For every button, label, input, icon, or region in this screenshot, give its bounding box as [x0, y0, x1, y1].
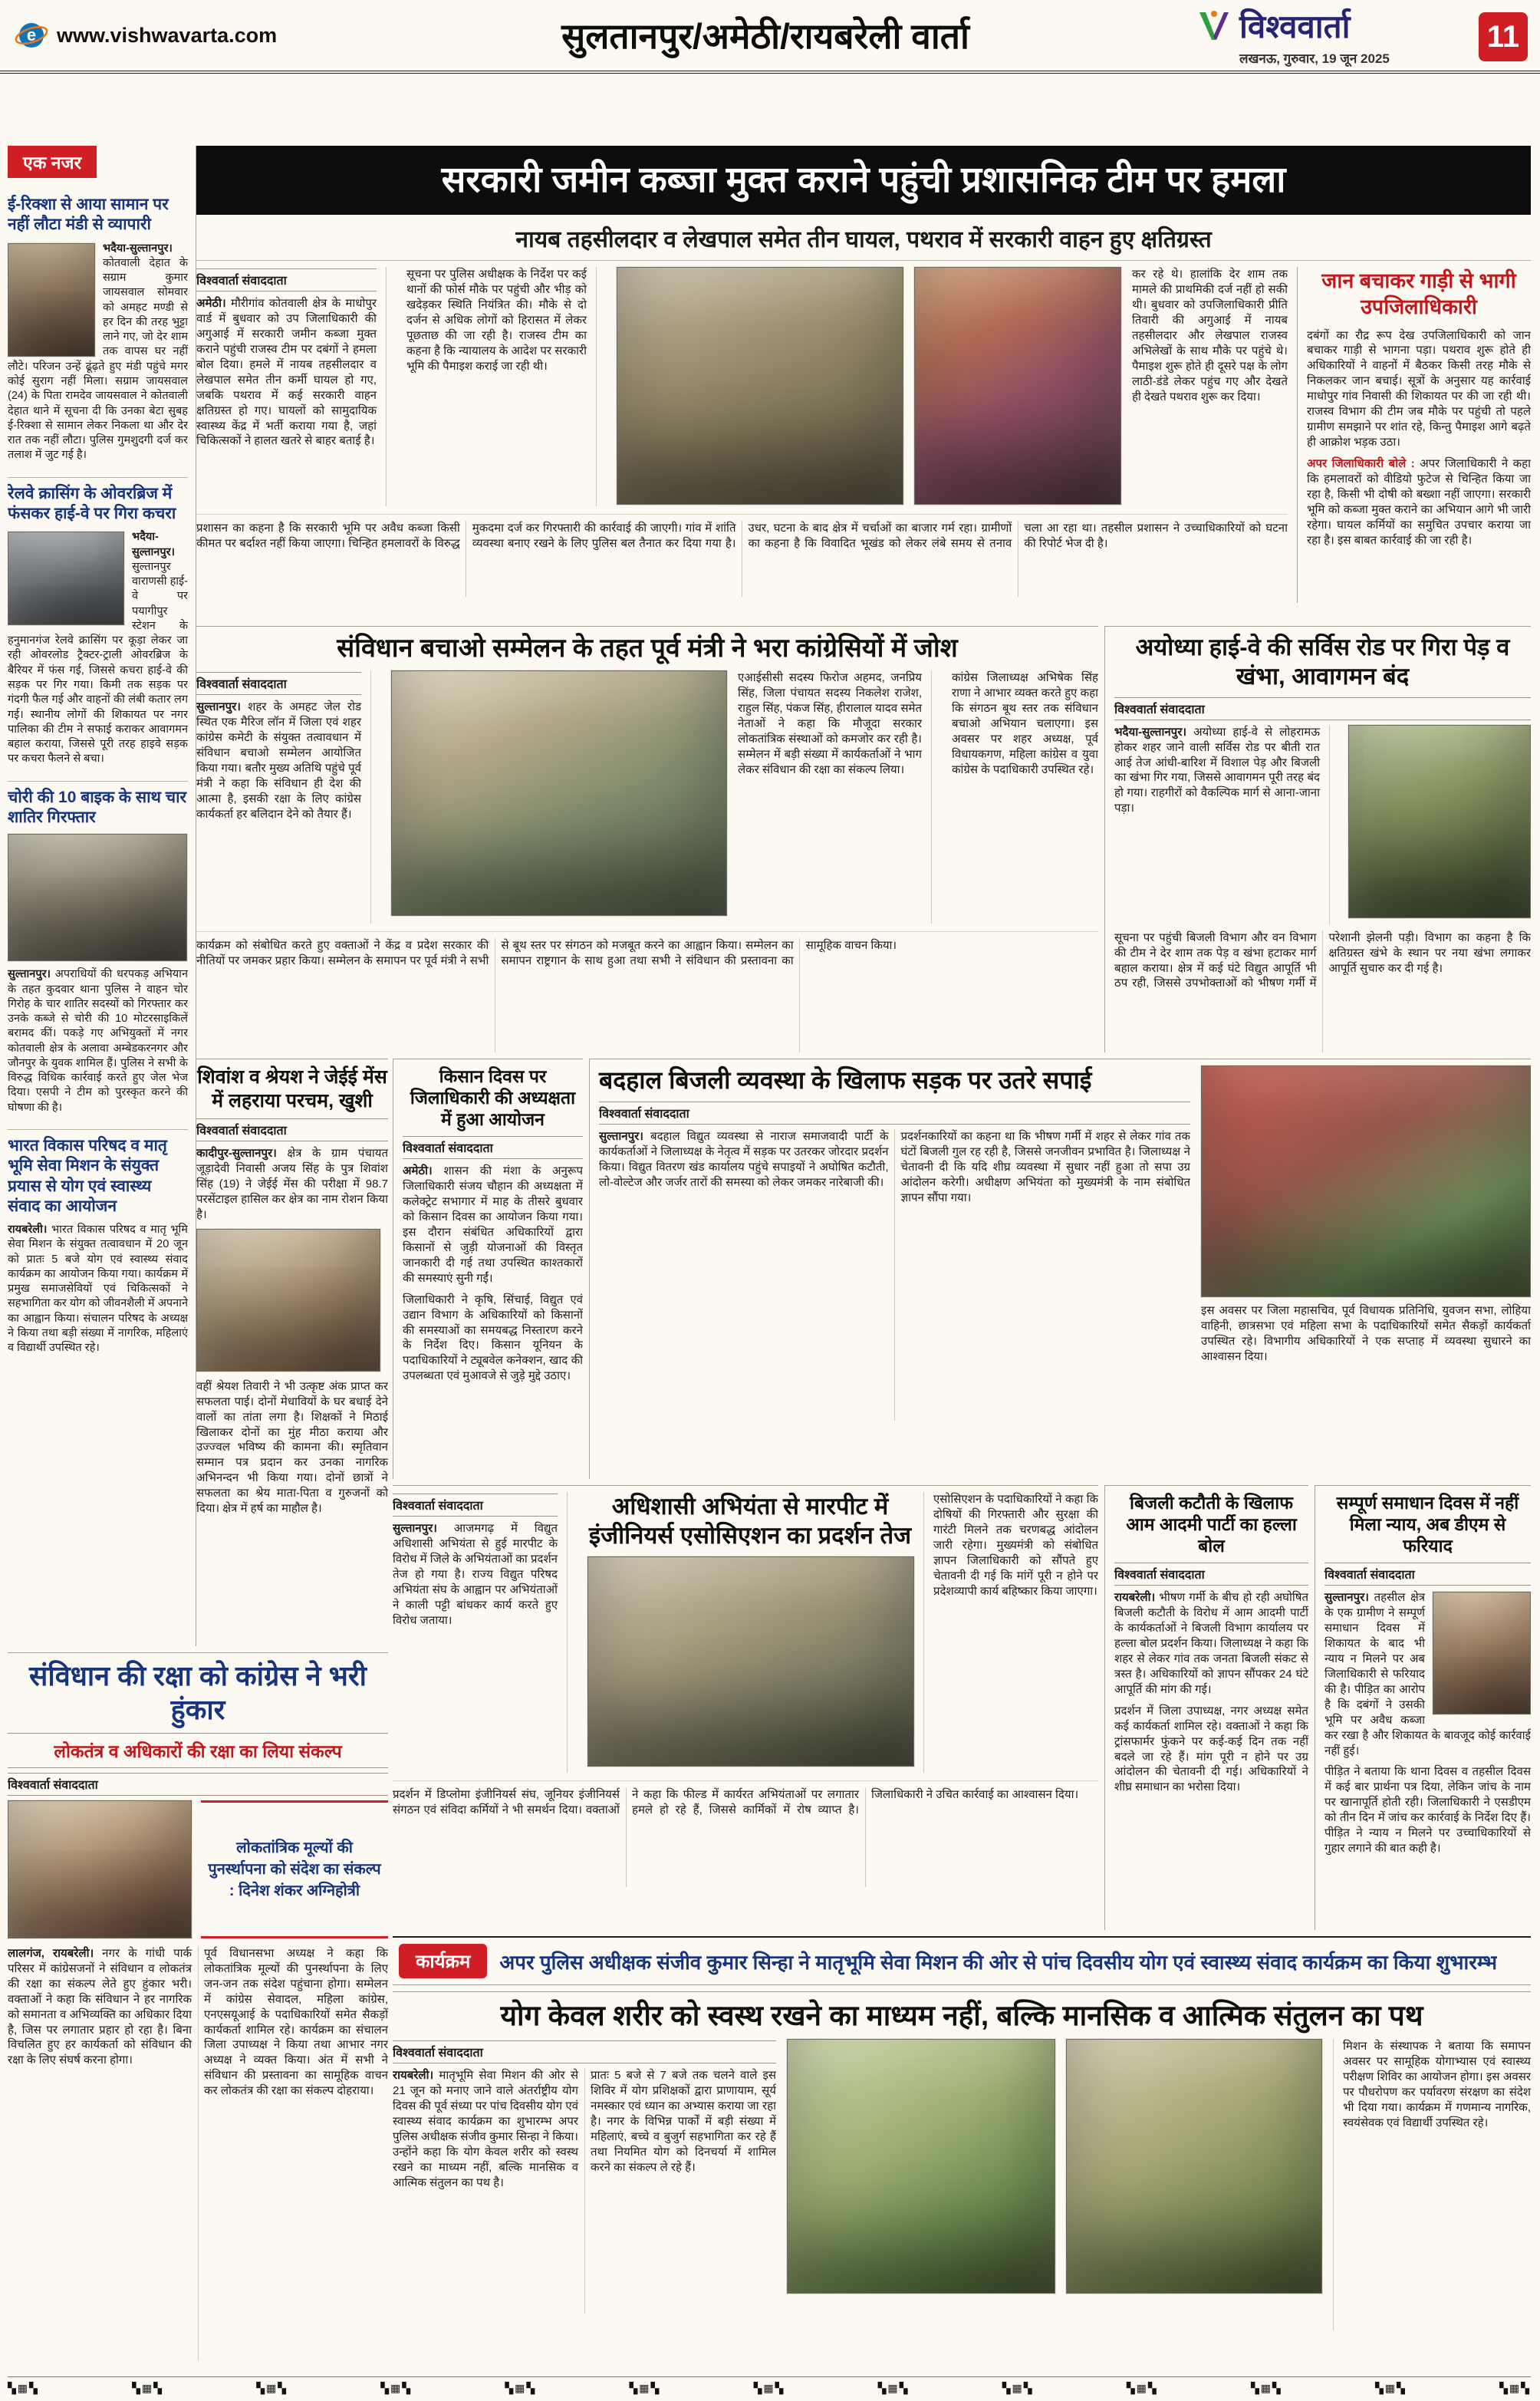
lead-story	[196, 146, 1531, 620]
story-body-3: कांग्रेस जिलाध्यक्ष अभिषेक सिंह राणा ने आभार व्यक्त करते हुए कहा कि संगठन बूथ स्तर तक संविधान बचाओ अभियान चलाएगा। इस अवसर पर शहर अध्यक्ष, पूर्व विधायकगण, महिला कांग्रेस व युवा कांग्रेस के पदाधिकारी उपस्थित रहे।	[952, 671, 1098, 777]
article-dateline: भदैया-सुल्तानपुर।	[132, 531, 175, 558]
article-dateline: रायबरेली।	[8, 1224, 48, 1237]
story-column-right	[1333, 2039, 1531, 2330]
footer-glyph: ▚▦▚	[505, 2382, 537, 2394]
toppers-felicitation-photo	[196, 1229, 380, 1372]
story-column-1	[393, 1492, 568, 1773]
article-headline: चोरी की 10 बाइक के साथ चार शातिर गिरफ्तार	[8, 788, 187, 826]
brand-name: विश्ववार्ता	[1239, 8, 1351, 44]
article-dateline: भदैया-सुल्तानपुर।	[103, 242, 173, 255]
lead-body-2: सूचना पर पुलिस अधीक्षक के निर्देश पर कई थानों की फोर्स मौके पर पहुंची और भीड़ को खदेड़कर स्थिति नियंत्रित की। मौके से दो दर्जन से अधिक लोगों को हिरासत में लेकर पूछताछ की जा रही है। राजस्व टीम का कहना है कि न्यायालय के आदेश पर सरकारी भूमि की पैमाइश कराई जा रही थी।	[406, 268, 587, 373]
story-body-2: प्रातः 5 बजे से 7 बजे तक चलने वाले इस शिविर में योग प्रशिक्षकों द्वारा प्राणायाम, सूर्य नमस्कार एवं ध्यान का अभ्यास कराया जा रहा है। नगर के विभिन्न पार्कों में बड़ी संख्या में महिलाएं, बच्चे व बुजुर्ग सहभागिता कर रहे हैं तथा नियमित योग को दिनचर्या में शामिल करने का संकल्प ले रहे हैं।	[591, 2069, 776, 2174]
story-headline: शिवांश व श्रेयश ने जेईई मेंस में लहराया परचम, खुशी	[197, 1066, 387, 1112]
story-body-1: नगर के गांधी पार्क परिसर में कांग्रेसजनों ने संविधान व लोकतंत्र की रक्षा का संकल्प लेते हुए हुंकार भरी। वक्ताओं ने कहा कि संविधान ने हर नागरिक को समानता व अभिव्यक्ति का अधिकार दिया है, जिस पर लगातार प्रहार हो रहा है। बिना विचलित हुए हर कार्यकर्ता को संविधान की रक्षा के लिए संघर्ष करना होगा।	[8, 1946, 192, 2067]
sp-bijli-protest-story	[589, 1059, 1531, 1479]
lead-byline: विश्ववार्ता संवाददाता	[196, 268, 377, 291]
sidebar-article-erickshaw	[8, 189, 188, 469]
story-body-1: मातृभूमि सेवा मिशन की ओर से 21 जून को मनाए जाने वाले अंतर्राष्ट्रीय योग दिवस की पूर्व संध्या पर पांच दिवसीय योग एवं स्वास्थ्य संवाद कार्यक्रम का शुभारम्भ अपर पुलिस अधीक्षक संजीव कुमार सिन्हा ने किया। उन्होंने कहा कि योग केवल शरीर को स्वस्थ रखने का माध्यम नहीं, बल्कि मानसिक व आत्मिक संतुलन का पथ है।	[393, 2069, 578, 2189]
story-body-2: वहीं श्रेयश तिवारी ने भी उत्कृष्ट अंक प्राप्त कर सफलता पाई। दोनों मेधावियों के घर बधाई देने वालों का तांता लगा है। शिक्षकों ने मिठाई खिलाकर दोनों का मुंह मीठा कराया और उज्ज्वल भविष्य की कामना की। स्मृतिवान सम्मान पत्र प्रदान कर उनका नागरिक अभिनन्दन भी किया गया। दोनों छात्रों ने सफलता का श्रेय माता-पिता व गुरुजनों को दिया। क्षेत्र में हर्ष का माहौल है।	[196, 1379, 388, 1516]
story-column-1	[1114, 725, 1330, 924]
story-dateline: सुल्तानपुर।	[196, 700, 241, 714]
sidebar-article-stolen-bikes	[8, 781, 188, 1121]
missing-trader-photo	[8, 243, 95, 357]
footer-glyph: ▚▦▚	[1499, 2382, 1531, 2394]
lead-body-1: मौरीगांव कोतवाली क्षेत्र के माधोपुर वार्ड में बुधवार को उप जिलाधिकारी की अगुआई में सरकारी जमीन कब्जा मुक्त कराने पहुंची राजस्व टीम पर दबंगों ने हमला बोल दिया। हमले में नायब तहसीलदार व लेखपाल समेत तीन कर्मी घायल हो गए, जबकि पथराव में कई सरकारी वाहन क्षतिग्रस्त हो गए। घायलों को सामुदायिक स्वास्थ्य केंद्र में भर्ती कराया गया है, जहां चिकित्सकों ने हालत खतरे से बाहर बताई है।	[196, 297, 377, 448]
article-body: भारत विकास परिषद व मातृ भूमि सेवा मिशन के संयुक्त तत्वावधान में 20 जून को प्रातः 5 बजे योग एवं स्वास्थ्य संवाद कार्यक्रम का आयोजन किया गया। कार्यक्रम में प्रमुख समाजसेवियों एवं चिकित्सकों ने सहभागिता कर योग को जीवनशैली में अपनाने का आह्वान किया। संचालन परिषद के अध्यक्ष ने किया तथा बड़ी संख्या में नागरिक, महिलाएं व विद्यार्थी उपस्थित रहे।	[8, 1224, 188, 1355]
story-photo-block	[1201, 1065, 1531, 1421]
story-body-1: क्षेत्र के ग्राम पंचायत जूड़ादेवी निवासी अजय सिंह के पुत्र शिवांश सिंह (19) ने जेईई मेंस की परीक्षा में 98.7 परसेंटाइल हासिल कर क्षेत्र का नाम रोशन किया है।	[196, 1147, 388, 1221]
story-body-1: शासन की मंशा के अनुरूप जिलाधिकारी संजय चौहान की अध्यक्षता में कलेक्ट्रेट सभागार में माह के तीसरे बुधवार को किसान दिवस का आयोजन किया गया। इस दौरान संबंधित अधिकारियों द्वारा किसानों से जुड़ी योजनाओं की विस्तृत जानकारी दी गई तथा उपस्थित काश्तकारों की समस्याएं सुनी गईं।	[403, 1164, 583, 1285]
brand-v-icon	[1195, 9, 1233, 43]
story-body-2: जिलाधिकारी ने कृषि, सिंचाई, विद्युत एवं उद्यान विभाग के अधिकारियों को किसानों की समस्याओं का समयबद्ध निस्तारण करने के निर्देश दिए। किसान यूनियन के पदाधिकारियों ने ट्यूबवेल कनेक्शन, खाद की उपलब्धता एवं मुआवजे से जुड़े मुद्दे उठाए।	[403, 1293, 583, 1383]
story-byline: विश्ववार्ता संवाददाता	[196, 1118, 388, 1141]
ek-najar-label: एक नजर	[8, 146, 97, 178]
lead-subhead: नायब तहसीलदार व लेखपाल समेत तीन घायल, पथराव में सरकारी वाहन हुए क्षतिग्रस्त	[196, 215, 1531, 261]
karyakram-text: अपर पुलिस अधीक्षक संजीव कुमार सिन्हा ने मातृभूमि सेवा मिशन की ओर से पांच दिवसीय योग एवं स्वास्थ्य संवाद कार्यक्रम का किया शुभारम्भ	[499, 1950, 1497, 1974]
story-body-2: एआईसीसी सदस्य फिरोज अहमद, जनप्रिय सिंह, जिला पंचायत सदस्य निकलेश राजेश, राहुल सिंह, पंकज सिंह, हीरालाल यादव समेत नेताओं ने कहा कि मौजूदा सरकार लोकतांत्रिक संस्थाओं को कमजोर कर रही है। सम्मेलन में बड़ी संख्या में कार्यकर्ताओं ने भाग लेकर संविधान की रक्षा का संकल्प लिया।	[738, 671, 922, 777]
substory-headline: जान बचाकर गाड़ी से भागी उपजिलाधिकारी	[1321, 269, 1516, 318]
story-headline: अधिशासी अभियंता से मारपीट में इंजीनियर्स एसोसिएशन का प्रदर्शन तेज	[588, 1493, 912, 1549]
samadhan-diwas-story	[1315, 1485, 1531, 1930]
site-url: www.vishwavarta.com	[57, 23, 278, 47]
samvidhan-raksha-story	[8, 1652, 388, 2375]
page-section-title: सुलतानपुर/अमेठी/रायबरेली वार्ता	[561, 16, 969, 56]
story-body-2: पीड़ित ने बताया कि थाना दिवस व तहसील दिवस में कई बार प्रार्थना पत्र दिया, लेकिन जांच के नाम पर खानापूर्ति होती रही। जिलाधिकारी ने एसडीएम को तीन दिन में जांच कर कार्रवाई के निर्देश दिए हैं। पीड़ित ने न्याय न मिलने पर उच्चाधिकारियों से गुहार लगाने की बात कही है।	[1324, 1765, 1531, 1856]
lead-photo-attack-scene	[617, 267, 903, 505]
plantation-photo	[1066, 2039, 1322, 2294]
story-byline: विश्ववार्ता संवाददाता	[599, 1102, 1190, 1125]
story-headline: संविधान बचाओ सम्मेलन के तहत पूर्व मंत्री ने भरा कांग्रेसियों में जोश	[337, 634, 958, 663]
story-subhead: लोकतंत्र व अधिकारों की रक्षा का लिया संकल्प	[8, 1733, 388, 1768]
aap-protest-story	[1104, 1485, 1308, 1930]
story-body-2: सूचना पर पहुंची बिजली विभाग और वन विभाग की टीम ने देर शाम तक पेड़ व खंभा हटाकर मार्ग बहाल कराया। क्षेत्र में कई घंटे विद्युत आपूर्ति भी ठप रही, जिससे उपभोक्ताओं को भीषण गर्मी में परेशानी झेलनी पड़ी। विभाग का कहना है कि क्षतिग्रस्त खंभे के स्थान पर नया खंभा लगाकर आपूर्ति सुचारु कर दी गई है।	[1114, 930, 1531, 990]
site-logo-block	[14, 18, 336, 53]
story-headline: सम्पूर्ण समाधान दिवस में नहीं मिला न्याय, अब डीएम से फरियाद	[1336, 1493, 1519, 1556]
substory-body-2: अपर जिलाधिकारी ने कहा कि हमलावरों को वीडियो फुटेज से चिन्हित किया जा रहा है, किसी भी दोषी को बख्शा नहीं जाएगा। सरकारी भूमि को कब्जा मुक्त कराने का अभियान आगे भी जारी रहेगा। घायल कर्मियों का समुचित उपचार कराया जा रहा है। इस बाबत कार्रवाई की जा रही है।	[1307, 457, 1531, 547]
story-body-2: प्रदर्शनकारियों का कहना था कि भीषण गर्मी में शहर से लेकर गांव तक घंटों बिजली गुल रह रही है, जिससे जनजीवन प्रभावित है। जिलाध्यक्ष ने चेतावनी दी कि यदि शीघ्र व्यवस्था में सुधार नहीं हुआ तो सपा उग्र आंदोलन करेगी। अधीक्षण अभियंता को मुख्यमंत्री के नाम संबोधित ज्ञापन सौंपा गया।	[900, 1130, 1190, 1204]
story-body-1: अयोध्या हाई-वे से लोहरामऊ होकर शहर जाने वाली सर्विस रोड पर बीती रात आई तेज आंधी-बारिश में विशाल पेड़ और बिजली का खंभा गिर गया, जिससे आवागमन पूरी तरह बंद हो गया। राहगीरों को वैकल्पिक मार्ग से आना-जाना पड़ा।	[1114, 725, 1321, 815]
footer-glyph: ▚▦▚	[753, 2382, 785, 2394]
story-body-1: आजमगढ़ में विद्युत अधिशासी अभियंता से हुई मारपीट के विरोध में जिले के अभियंताओं का प्रदर्शन तेज हो गया है। राज्य विद्युत परिषद अभियंता संघ के आह्वान पर अभियंताओं ने काली पट्टी बांधकर कार्य करते हुए विरोध जताया।	[393, 1522, 558, 1627]
story-byline: विश्ववार्ता संवाददाता	[393, 1494, 558, 1517]
yoga-story	[393, 1991, 1531, 2373]
svg-text:e: e	[26, 25, 37, 44]
story-dateline: कादीपुर-सुल्तानपुर।	[196, 1147, 277, 1160]
lead-column-3	[1132, 267, 1288, 506]
samvidhan-sammelan-story	[196, 626, 1098, 1052]
lead-photo-villagers	[914, 267, 1121, 505]
complainant-portrait-photo	[1433, 1592, 1531, 1714]
article-body: कोतवाली देहात के सग्राम कुमार जायसवाल सोमवार को अमहट मण्डी से हर दिन की तरह भुट्टा लाने गए, जो देर शाम तक वापस घर नहीं लौटे। परिजन उन्हें ढूंढ़ते हुए मंडी पहुंचे मगर कोई सुराग नहीं मिला। सग्राम जायसवाल (24) के पिता रामदेव जायसवाल ने कोतवाली देहात थाने में सूचना दी कि उनका बेटा सुबह ई-रिक्शा से सामान लेकर निकला था और देर रात तक नहीं लौटा। पुलिस गुमशुदगी दर्ज कर तलाश में जुट गई है।	[8, 256, 188, 462]
story-body-1: भीषण गर्मी के बीच हो रही अघोषित बिजली कटौती के विरोध में आम आदमी पार्टी के कार्यकर्ताओं ने बिजली विभाग कार्यालय पर हल्ला बोल प्रदर्शन किया। जिलाध्यक्ष ने कहा कि शहर से लेकर गांव तक जनता बिजली संकट से त्रस्त है। अधिकारियों को ज्ञापन सौंपकर 24 घंटे आपूर्ति की मांग की गई।	[1114, 1591, 1308, 1696]
footer-glyph: ▚▦▚	[629, 2382, 661, 2394]
pull-quote: लोकतांत्रिक मूल्यों की पुनर्स्थापना को संदेश का संकल्प : दिनेश शंकर अग्निहोत्री	[201, 1800, 388, 1938]
story-body-2: एसोसिएशन के पदाधिकारियों ने कहा कि दोषियों की गिरफ्तारी और सुरक्षा की गारंटी मिलने तक चरणबद्ध आंदोलन जारी रहेगा। मुख्यमंत्री को संबोधित ज्ञापन जिलाधिकारी को सौंपते हुए चेतावनी दी गई कि मांगें पूरी न होने पर प्रदेशव्यापी कार्य बहिष्कार किया जाएगा।	[933, 1493, 1098, 1598]
story-column-3	[952, 670, 1098, 924]
footer-glyph: ▚▦▚	[1126, 2382, 1158, 2394]
sammelan-stage-photo	[391, 670, 727, 916]
article-dateline: सुल्तानपुर।	[8, 968, 51, 981]
congress-meeting-photo	[8, 1800, 192, 1938]
story-dateline: भदैया-सुल्तानपुर।	[1114, 725, 1187, 739]
story-body-4: कार्यक्रम को संबोधित करते हुए वक्ताओं ने केंद्र व प्रदेश सरकार की नीतियों पर जमकर प्रहार किया। सम्मेलन के समापन पर पूर्व मंत्री ने सभी से बूथ स्तर पर संगठन को मजबूत करने का आह्वान किया। सम्मेलन का समापन राष्ट्रगान के साथ हुआ तथा सभी ने संविधान की प्रस्तावना का सामूहिक वाचन किया।	[196, 931, 1098, 1052]
story-byline: विश्ववार्ता संवाददाता	[196, 672, 361, 695]
jee-mains-story	[196, 1059, 388, 1646]
sp-protest-photo	[1201, 1065, 1531, 1297]
story-body-3: प्रदर्शन में डिप्लोमा इंजीनियर्स संघ, जूनियर इंजीनियर्स संगठन एवं संविदा कर्मियों ने भी समर्थन दिया। वक्ताओं ने कहा कि फील्ड में कार्यरत अभियंताओं पर लगातार हमले हो रहे हैं, जिससे कार्मिकों में रोष व्याप्त है। जिलाधिकारी ने उचित कार्रवाई का आश्वासन दिया।	[393, 1780, 1098, 1887]
story-body-1: बदहाल विद्युत व्यवस्था से नाराज समाजवादी पार्टी के कार्यकर्ताओं ने जिलाध्यक्ष के नेतृत्व में सड़क पर उतरकर जोरदार प्रदर्शन किया। विद्युत वितरण खंड कार्यालय पहुंचे सपाइयों ने अघोषित कटौती, लो-वोल्टेज और जर्जर तारों की समस्या को लेकर जमकर नारेबाजी की।	[599, 1130, 889, 1189]
footer-glyph: ▚▦▚	[1375, 2382, 1407, 2394]
story-dateline: सुल्तानपुर।	[1324, 1591, 1369, 1605]
substory-leadin: अपर जिलाधिकारी बोले :	[1307, 457, 1415, 470]
karyakram-label: कार्यक्रम	[399, 1944, 487, 1978]
story-column-2	[923, 1492, 1098, 1773]
footer-glyph: ▚▦▚	[877, 2382, 910, 2394]
story-headline: बदहाल बिजली व्यवस्था के खिलाफ सड़क पर उतरे सपाई	[599, 1066, 1092, 1094]
lead-body-3: कर रहे थे। हालांकि देर शाम तक मामले की प्राथमिकी दर्ज नहीं हो सकी थी। बुधवार को उपजिलाधिकारी प्रीति तिवारी की अगुआई में नायब तहसीलदार और लेखपाल राजस्व अभिलेखों के साथ मौके पर पहुंचे थे। पैमाइश शुरू होते ही दूसरे पक्ष के लोग लाठी-डंडे लेकर पहुंच गए और देखते ही देखते पथराव शुरू कर दिया।	[1132, 268, 1288, 403]
story-headline: योग केवल शरीर को स्वस्थ रखने का माध्यम नहीं, बल्कि मानसिक व आत्मिक संतुलन का पथ	[500, 2000, 1423, 2031]
substory-body-1: दबंगों का रौद्र रूप देख उपजिलाधिकारी को जान बचाकर गाड़ी से भागना पड़ा। पथराव शुरू होते ही अधिकारियों ने वाहनों में बैठकर किसी तरह मौके से निकलकर जान बचाई। सूत्रों के अनुसार यह कार्रवाई माधोपुर गांव निवासी की शिकायत पर की जा रही थी। राजस्व विभाग की टीम जब मौके पर पहुंची तो पहले ग्रामीण समझाने पर शांत रहे, किन्तु पैमाइश आगे बढ़ते ही आक्रोश भड़क उठा।	[1307, 328, 1531, 450]
substory-dm-escape	[1297, 267, 1531, 603]
brand-block	[1195, 4, 1471, 67]
story-dateline: अमेठी।	[403, 1164, 433, 1178]
engineers-protest-photo	[587, 1556, 914, 1767]
story-dateline: लालगंज, रायबरेली।	[8, 1946, 94, 1960]
story-byline: विश्ववार्ता संवाददाता	[1324, 1563, 1531, 1586]
lead-dateline: अमेठी।	[196, 297, 226, 310]
story-body-3: इस अवसर पर जिला महासचिव, पूर्व विधायक प्रतिनिधि, युवजन सभा, लोहिया वाहिनी, छात्रसभा एवं महिला सभा के पदाधिकारियों समेत सैकड़ों कार्यकर्ता उपस्थित रहे। विभागीय अधिकारियों ने एक सप्ताह में व्यवस्था सुधारने का आश्वासन दिया।	[1201, 1304, 1531, 1363]
story-byline: विश्ववार्ता संवाददाता	[8, 1773, 388, 1796]
footer-glyph: ▚▦▚	[132, 2382, 163, 2394]
story-dateline: रायबरेली।	[1114, 1591, 1156, 1605]
footer-mark-strip	[8, 2376, 1531, 2396]
story-byline: विश्ववार्ता संवाददाता	[393, 2040, 776, 2063]
story-text-block	[393, 2039, 776, 2330]
article-headline: रेलवे क्रासिंग के ओवरब्रिज में फंसकर हाई-वे पर गिरा कचरा	[8, 484, 176, 522]
article-headline: भारत विकास परिषद व मातृ भूमि सेवा मिशन के संयुक्त प्रयास से योग एवं स्वास्थ्य संवाद का आयोजन	[8, 1137, 167, 1215]
lead-column-1	[196, 267, 387, 506]
story-headline: बिजली कटौती के खिलाफ आम आदमी पार्टी का हल्ला बोल	[1126, 1493, 1297, 1556]
lead-column-2	[406, 267, 597, 506]
story-column-2	[738, 670, 932, 924]
kisan-diwas-story	[393, 1059, 583, 1479]
footer-glyph: ▚▦▚	[256, 2382, 288, 2394]
overbridge-garbage-photo	[8, 532, 124, 625]
karyakram-band	[393, 1936, 1531, 1985]
story-body-2: प्रदर्शन में जिला उपाध्यक्ष, नगर अध्यक्ष समेत कई कार्यकर्ता शामिल रहे। वक्ताओं ने कहा कि ट्रांसफार्मर फुंकने पर कई-कई दिन तक नहीं बदले जा रहे हैं। मांग पूरी न होने पर उग्र आंदोलन की चेतावनी दी गई। अधिकारियों ने शीघ्र समाधान का भरोसा दिया।	[1114, 1704, 1308, 1794]
story-byline: विश्ववार्ता संवाददाता	[1114, 697, 1531, 720]
story-dateline: सुल्तानपुर।	[599, 1130, 643, 1144]
yoga-inauguration-photo	[787, 2039, 1055, 2294]
story-headline: संविधान की रक्षा को कांग्रेस ने भरी हुंकार	[29, 1660, 367, 1725]
recovered-bikes-photo	[8, 834, 187, 961]
edition-line: लखनऊ, गुरुवार, 19 जून 2025	[1239, 51, 1390, 66]
article-headline: ई-रिक्शा से आया सामान पर नहीं लौटा मंडी से व्यापारी	[8, 196, 169, 234]
page-number: 11	[1479, 12, 1528, 61]
story-dateline: रायबरेली।	[393, 2069, 434, 2083]
story-byline: विश्ववार्ता संवाददाता	[403, 1136, 583, 1159]
story-body-3: मिशन के संस्थापक ने बताया कि समापन अवसर पर सामूहिक योगाभ्यास एवं स्वास्थ्य परीक्षण शिविर का आयोजन होगा। इस अवसर पर पौधरोपण कर पर्यावरण संरक्षण का संदेश भी दिया गया। कार्यक्रम में गणमान्य नागरिक, स्वयंसेवक एवं विद्यार्थी उपस्थित रहे।	[1343, 2040, 1531, 2129]
page-header	[0, 0, 1540, 74]
story-headline: अयोध्या हाई-वे की सर्विस रोड पर गिरा पेड़ व खंभा, आवागमन बंद	[1135, 634, 1510, 690]
article-body: अपराधियों की धरपकड़ अभियान के तहत कुदवार थाना पुलिस ने वाहन चोर गिरोह के चार शातिर सदस्यों को गिरफ्तार कर उनके कब्जे से चोरी की 10 मोटरसाइकिलें बरामद कीं। पकड़े गए अभियुक्तों में नगर कोतवाली क्षेत्र के अलावा अम्बेडकरनगर और जौनपुर के युवक शामिल हैं। पुलिस ने सभी के विरुद्ध विधिक कार्रवाई करते हुए जेल भेज दिया। एसपी ने टीम को पुरस्कृत करने की घोषणा की है।	[8, 968, 188, 1114]
article-body: सुल्तानपुर वाराणसी हाई-वे पर पयागीपुर स्टेशन के हनुमानगंज रेलवे क्रासिंग पर कूड़ा लेकर जा रही ओवरलोड ट्रैक्टर-ट्राली ओवरब्रिज के बैरियर में फंस गई, जिससे कचरा हाई-वे की सड़क पर गिर गया। किमी तक सड़क पर गंदगी फैल गई और वाहनों की लंबी कतार लग गई। स्थानीय लोगों की शिकायत पर नगर पालिका की टीम ने सफाई कराकर आवागमन बहाल कराया, जिससे पूरी तरह हाइवे सड़क पर कचरा फैलने से बचा।	[8, 560, 188, 766]
story-body-2: पूर्व विधानसभा अध्यक्ष ने कहा कि लोकतांत्रिक मूल्यों की पुनर्स्थापना के लिए जन-जन तक संदेश पहुंचाना होगा। सम्मेलन में कांग्रेस सेवादल, महिला कांग्रेस, एनएसयूआई के पदाधिकारियों समेत सैकड़ों कार्यकर्ता शामिल रहे। कार्यक्रम का संचालन जिला उपाध्यक्ष ने किया तथा आभार नगर अध्यक्ष ने व्यक्त किया। अंत में सभी ने संविधान की प्रस्तावना का सामूहिक वाचन कर लोकतंत्र की रक्षा का संकल्प दोहराया।	[204, 1946, 388, 2098]
sidebar-article-yoga-samvad	[8, 1129, 188, 1362]
engineers-protest-story	[393, 1485, 1098, 1930]
story-center-block	[587, 1492, 913, 1773]
story-byline: विश्ववार्ता संवाददाता	[1114, 1563, 1308, 1586]
lead-headline: सरकारी जमीन कब्जा मुक्त कराने पहुंची प्रशासनिक टीम पर हमला	[196, 146, 1531, 215]
fallen-tree-photo	[1348, 725, 1531, 918]
ayodhya-highway-story	[1104, 626, 1531, 1052]
story-column-1	[196, 670, 371, 924]
lead-body-4: प्रशासन का कहना है कि सरकारी भूमि पर अवैध कब्जा किसी कीमत पर बर्दाश्त नहीं किया जाएगा। चिन्हित हमलावरों के विरुद्ध मुकदमा दर्ज कर गिरफ्तारी की कार्रवाई की जाएगी। गांव में शांति व्यवस्था बनाए रखने के लिए पुलिस बल तैनात कर दिया गया है। उधर, घटना के बाद क्षेत्र में चर्चाओं का बाजार गर्म रहा। ग्रामीणों का कहना है कि विवादित भूखंड को लेकर लंबे समय से तनाव चला आ रहा था। तहसील प्रशासन ने उच्चाधिकारियों को घटना की रिपोर्ट भेज दी है।	[196, 514, 1288, 597]
story-body-1: शहर के अमहट जेल रोड स्थित एक मैरिज लॉन में जिला एवं शहर कांग्रेस कमेटी के संयुक्त तत्वावधान में संविधान बचाओ सम्मेलन आयोजित किया गया। बतौर मुख्य अतिथि पहुंचे पूर्व मंत्री ने कहा कि संविधान ही देश की आत्मा है, इसकी रक्षा के लिए कांग्रेस कार्यकर्ता हर बलिदान देने को तैयार हैं।	[196, 700, 361, 822]
story-body-1: तहसील क्षेत्र के एक ग्रामीण ने सम्पूर्ण समाधान दिवस में शिकायत के बाद भी न्याय न मिलने पर अब जिलाधिकारी से फरियाद की है। पीड़ित का आरोप है कि दबंगों ने उसकी भूमि पर अवैध कब्जा कर रखा है और शिकायत के बावजूद कोई कार्रवाई नहीं हुई।	[1324, 1591, 1531, 1757]
story-headline: किसान दिवस पर जिलाधिकारी की अध्यक्षता में हुआ आयोजन	[410, 1066, 576, 1130]
footer-glyph: ▚▦▚	[1002, 2382, 1034, 2394]
story-dateline: सुल्तानपुर।	[393, 1522, 437, 1535]
footer-glyph: ▚▦▚	[1250, 2382, 1282, 2394]
story-text-block	[599, 1065, 1190, 1421]
footer-glyph: ▚▦▚	[380, 2382, 413, 2394]
footer-glyph: ▚▦▚	[8, 2382, 39, 2394]
globe-e-icon	[14, 18, 49, 53]
sidebar-article-overbridge	[8, 477, 188, 773]
ek-najar-column	[8, 146, 196, 1646]
